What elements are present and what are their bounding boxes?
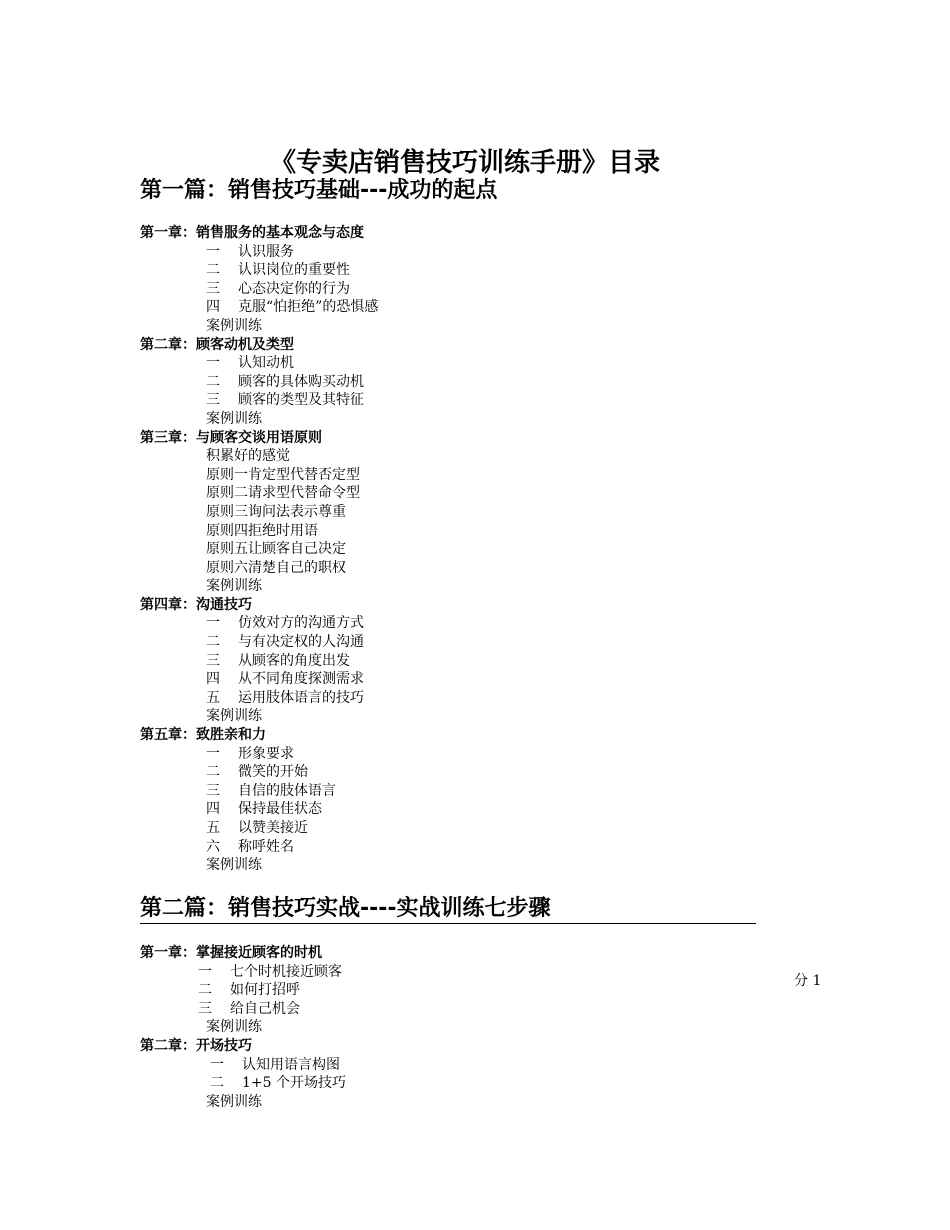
item-number: 五 [206,820,220,836]
chapter-title: 第一章：销售服务的基本观念与态度 [140,225,364,241]
case-training-item [140,1018,346,1037]
item-number: 一 [206,355,220,372]
item-text: 积累好的感觉 [206,448,290,465]
chapter-title: 第四章：沟通技巧 [140,596,252,613]
part-2-toc [140,944,346,1111]
item-text: 案例训练 [206,578,262,595]
item-number: 一 [206,243,220,260]
chapter-title: 第一章：掌握接近顾客的时机 [140,945,322,961]
item-text: 从顾客的角度出发 [238,652,350,669]
item-number: 二 [198,982,212,999]
item-text: 原则二请求型代替命令型 [206,485,360,502]
part-1-title: 第一篇：销售技巧基础---成功的起点 [140,178,498,203]
toc-item [140,466,378,485]
part-1-toc [140,224,378,875]
toc-item [140,540,378,559]
item-text: 微笑的开始 [238,764,308,781]
toc-item [140,614,378,633]
item-number: 三 [206,652,220,669]
item-number: 二 [206,373,220,390]
item-text: 案例训练 [206,857,262,874]
chapter-title: 第二章：开场技巧 [140,1037,252,1054]
item-number: 一 [206,745,220,762]
item-text: 认识岗位的重要性 [238,262,350,279]
chapter-title: 第三章：与顾客交谈用语原则 [140,429,322,446]
item-text: 仿效对方的沟通方式 [238,615,364,632]
item-number: 二 [206,262,220,279]
item-text: 顾客的类型及其特征 [238,392,364,409]
toc-item [140,633,378,652]
item-text: 心态决定你的行为 [238,280,350,297]
toc-item [140,800,378,819]
item-text: 从不同角度探测需求 [238,671,364,688]
toc-item [140,280,378,299]
item-text: 1+5 个开场技巧 [242,1075,346,1092]
item-text: 原则四拒绝时用语 [206,522,318,539]
case-training-item [140,707,378,726]
toc-item [140,689,378,708]
item-number: 三 [206,782,220,799]
item-text: 形象要求 [238,745,294,762]
item-text: 案例训练 [206,410,262,427]
item-number: 二 [206,764,220,781]
item-number: 二 [210,1075,224,1092]
item-text: 原则六清楚自己的职权 [206,559,346,576]
case-training-item [140,856,378,875]
item-text: 案例训练 [206,1019,262,1036]
item-number: 三 [206,392,220,409]
item-text: 保持最佳状态 [238,801,322,818]
toc-item [140,503,378,522]
toc-item [140,559,378,578]
item-number: 三 [198,1000,212,1017]
toc-item [140,963,346,982]
item-text: 以赞美接近 [238,820,308,836]
chapter-title: 第二章：顾客动机及类型 [140,336,294,353]
item-text: 案例训练 [206,1093,262,1110]
item-text: 七个时机接近顾客 [230,963,342,980]
toc-item [140,838,378,857]
toc-item [140,243,378,262]
item-text: 认知用语言构图 [242,1056,340,1073]
item-text: 给自己机会 [230,1000,300,1017]
toc-item [140,298,378,317]
toc-item [140,391,378,410]
toc-item [140,484,378,503]
toc-item [140,1074,346,1093]
toc-item [140,763,378,782]
item-text: 认知动机 [238,355,294,372]
item-number: 五 [206,689,220,706]
item-number: 三 [206,280,220,297]
toc-item [140,652,378,671]
toc-item [140,261,378,280]
item-text: 原则一肯定型代替否定型 [206,466,360,483]
toc-item [140,981,346,1000]
item-text: 原则三询问法表示尊重 [206,503,346,520]
item-text: 克服“怕拒绝”的恐惧感 [238,299,379,316]
case-training-item [140,1093,346,1112]
case-training-item [140,317,378,336]
item-number: 六 [206,838,220,855]
item-number: 一 [206,615,220,632]
toc-item [140,354,378,373]
item-text: 称呼姓名 [238,838,294,855]
item-text: 自信的肢体语言 [238,782,336,799]
toc-item [140,782,378,801]
item-text: 原则五让顾客自己决定 [206,541,346,558]
toc-item [140,447,378,466]
side-note: 分 1 [794,973,822,989]
part-2-title: 第二篇：销售技巧实战----实战训练七步骤 [140,894,756,924]
toc-item [140,1000,346,1019]
document-title: 《专卖店销售技巧训练手册》目录 [269,148,660,178]
item-number: 四 [206,299,220,316]
item-text: 案例训练 [206,708,262,725]
item-number: 一 [210,1056,224,1073]
item-text: 运用肢体语言的技巧 [238,689,364,706]
toc-item [140,670,378,689]
item-text: 认识服务 [238,243,294,260]
item-number: 一 [198,963,212,980]
case-training-item [140,410,378,429]
toc-item [140,522,378,541]
case-training-item [140,577,378,596]
item-text: 与有决定权的人沟通 [238,634,364,651]
item-number: 二 [206,634,220,651]
item-text: 案例训练 [206,317,262,334]
chapter-title: 第五章：致胜亲和力 [140,727,266,744]
toc-item [140,819,378,838]
item-number: 四 [206,801,220,818]
toc-item [140,373,378,392]
toc-item [140,745,378,764]
item-text: 顾客的具体购买动机 [238,373,364,390]
item-text: 如何打招呼 [230,982,300,999]
item-number: 四 [206,671,220,688]
toc-item [140,1056,346,1075]
